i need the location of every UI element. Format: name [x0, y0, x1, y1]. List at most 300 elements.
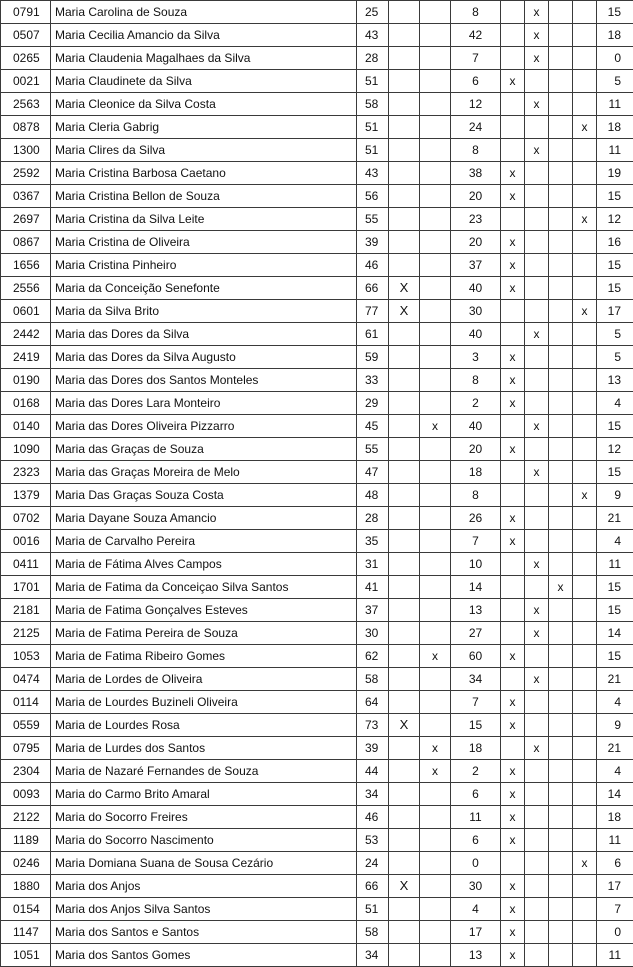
total-cell: 0 [597, 921, 633, 944]
mark-cell-3 [501, 300, 525, 323]
mark-cell-6: x [573, 208, 597, 231]
mark-cell-3 [501, 47, 525, 70]
total-cell: 4 [597, 530, 633, 553]
mark-cell-3 [501, 484, 525, 507]
mark-cell-2 [420, 530, 451, 553]
mark-cell-2 [420, 553, 451, 576]
age-cell: 39 [357, 231, 389, 254]
table-row [1, 231, 633, 254]
mark-cell-4: x [525, 599, 549, 622]
table-row [1, 484, 633, 507]
age-cell: 64 [357, 691, 389, 714]
total-cell: 15 [597, 254, 633, 277]
mark-cell-5 [549, 438, 573, 461]
age-cell: 58 [357, 93, 389, 116]
age-cell: 51 [357, 139, 389, 162]
number-cell: 20 [451, 231, 501, 254]
mark-cell-3 [501, 737, 525, 760]
mark-cell-2 [420, 346, 451, 369]
number-cell: 13 [451, 944, 501, 967]
total-cell: 14 [597, 783, 633, 806]
mark-cell-6 [573, 415, 597, 438]
mark-cell-4 [525, 898, 549, 921]
mark-cell-2 [420, 783, 451, 806]
mark-cell-5 [549, 139, 573, 162]
number-cell: 40 [451, 323, 501, 346]
mark-cell-5 [549, 93, 573, 116]
name-cell: Maria de Fátima Alves Campos [51, 553, 357, 576]
total-cell: 5 [597, 323, 633, 346]
code-cell: 0601 [1, 300, 51, 323]
mark-cell-6 [573, 1, 597, 24]
number-cell: 37 [451, 254, 501, 277]
name-cell: Maria de Fatima Pereira de Souza [51, 622, 357, 645]
mark-cell-4 [525, 944, 549, 967]
mark-cell-5 [549, 346, 573, 369]
mark-cell-6 [573, 783, 597, 806]
mark-cell-2 [420, 208, 451, 231]
number-cell: 30 [451, 300, 501, 323]
mark-cell-3 [501, 208, 525, 231]
mark-cell-3 [501, 852, 525, 875]
mark-cell-4: x [525, 323, 549, 346]
total-cell: 15 [597, 185, 633, 208]
code-cell: 2592 [1, 162, 51, 185]
mark-cell-6 [573, 760, 597, 783]
total-cell: 4 [597, 392, 633, 415]
mark-cell-3: x [501, 691, 525, 714]
mark-cell-3 [501, 622, 525, 645]
mark-cell-3 [501, 668, 525, 691]
mark-cell-4 [525, 438, 549, 461]
total-cell: 12 [597, 438, 633, 461]
mark-cell-2 [420, 622, 451, 645]
mark-cell-4 [525, 254, 549, 277]
age-cell: 66 [357, 277, 389, 300]
number-cell: 23 [451, 208, 501, 231]
mark-cell-6: x [573, 116, 597, 139]
total-cell: 19 [597, 162, 633, 185]
mark-cell-2 [420, 162, 451, 185]
mark-cell-5 [549, 415, 573, 438]
age-cell: 28 [357, 507, 389, 530]
mark-cell-5 [549, 622, 573, 645]
mark-cell-5: x [549, 576, 573, 599]
mark-cell-2 [420, 668, 451, 691]
mark-cell-3 [501, 553, 525, 576]
mark-cell-6 [573, 714, 597, 737]
table-row [1, 415, 633, 438]
mark-cell-2 [420, 277, 451, 300]
mark-cell-6 [573, 277, 597, 300]
mark-cell-6 [573, 829, 597, 852]
code-cell: 0246 [1, 852, 51, 875]
age-cell: 47 [357, 461, 389, 484]
mark-cell-2 [420, 70, 451, 93]
number-cell: 7 [451, 691, 501, 714]
total-cell: 12 [597, 208, 633, 231]
code-cell: 2125 [1, 622, 51, 645]
mark-cell-6 [573, 231, 597, 254]
mark-cell-1 [389, 346, 420, 369]
mark-cell-6 [573, 438, 597, 461]
name-cell: Maria Cleonice da Silva Costa [51, 93, 357, 116]
table-row [1, 323, 633, 346]
mark-cell-2 [420, 438, 451, 461]
mark-cell-3: x [501, 875, 525, 898]
mark-cell-6: x [573, 484, 597, 507]
name-cell: Maria das Dores da Silva Augusto [51, 346, 357, 369]
name-cell: Maria Das Graças Souza Costa [51, 484, 357, 507]
mark-cell-2 [420, 599, 451, 622]
mark-cell-4: x [525, 553, 549, 576]
total-cell: 5 [597, 346, 633, 369]
mark-cell-3: x [501, 346, 525, 369]
age-cell: 66 [357, 875, 389, 898]
total-cell: 15 [597, 599, 633, 622]
mark-cell-1 [389, 116, 420, 139]
mark-cell-3: x [501, 783, 525, 806]
mark-cell-5 [549, 599, 573, 622]
mark-cell-1 [389, 691, 420, 714]
number-cell: 10 [451, 553, 501, 576]
mark-cell-1 [389, 438, 420, 461]
mark-cell-3: x [501, 392, 525, 415]
table-row [1, 116, 633, 139]
age-cell: 51 [357, 70, 389, 93]
mark-cell-5 [549, 760, 573, 783]
table-row [1, 47, 633, 70]
mark-cell-6 [573, 346, 597, 369]
mark-cell-4 [525, 208, 549, 231]
age-cell: 58 [357, 921, 389, 944]
number-cell: 13 [451, 599, 501, 622]
name-cell: Maria de Fatima da Conceiçao Silva Santos [51, 576, 357, 599]
mark-cell-3 [501, 599, 525, 622]
mark-cell-6 [573, 944, 597, 967]
mark-cell-1 [389, 392, 420, 415]
age-cell: 43 [357, 162, 389, 185]
name-cell: Maria do Carmo Brito Amaral [51, 783, 357, 806]
table-row [1, 70, 633, 93]
mark-cell-1 [389, 852, 420, 875]
mark-cell-5 [549, 24, 573, 47]
code-cell: 0114 [1, 691, 51, 714]
age-cell: 30 [357, 622, 389, 645]
mark-cell-5 [549, 507, 573, 530]
number-cell: 11 [451, 806, 501, 829]
mark-cell-1 [389, 70, 420, 93]
name-cell: Maria Cristina Bellon de Souza [51, 185, 357, 208]
name-cell: Maria de Fatima Gonçalves Esteves [51, 599, 357, 622]
age-cell: 41 [357, 576, 389, 599]
mark-cell-3 [501, 415, 525, 438]
number-cell: 8 [451, 1, 501, 24]
name-cell: Maria das Dores da Silva [51, 323, 357, 346]
mark-cell-2 [420, 921, 451, 944]
code-cell: 0867 [1, 231, 51, 254]
mark-cell-6 [573, 47, 597, 70]
mark-cell-3: x [501, 70, 525, 93]
mark-cell-2 [420, 185, 451, 208]
total-cell: 21 [597, 507, 633, 530]
mark-cell-3: x [501, 714, 525, 737]
table-row [1, 162, 633, 185]
mark-cell-6 [573, 530, 597, 553]
mark-cell-5 [549, 300, 573, 323]
mark-cell-3: x [501, 277, 525, 300]
mark-cell-5 [549, 829, 573, 852]
mark-cell-5 [549, 162, 573, 185]
code-cell: 0154 [1, 898, 51, 921]
mark-cell-5 [549, 323, 573, 346]
age-cell: 34 [357, 783, 389, 806]
mark-cell-2 [420, 139, 451, 162]
mark-cell-4 [525, 300, 549, 323]
total-cell: 0 [597, 47, 633, 70]
mark-cell-2 [420, 1, 451, 24]
mark-cell-6 [573, 461, 597, 484]
mark-cell-2 [420, 691, 451, 714]
total-cell: 15 [597, 415, 633, 438]
mark-cell-1 [389, 737, 420, 760]
number-cell: 27 [451, 622, 501, 645]
mark-cell-1 [389, 622, 420, 645]
mark-cell-1 [389, 93, 420, 116]
mark-cell-2: x [420, 645, 451, 668]
table-row [1, 300, 633, 323]
number-cell: 8 [451, 369, 501, 392]
total-cell: 17 [597, 300, 633, 323]
mark-cell-1 [389, 921, 420, 944]
total-cell: 4 [597, 760, 633, 783]
name-cell: Maria dos Anjos Silva Santos [51, 898, 357, 921]
mark-cell-1 [389, 645, 420, 668]
mark-cell-1 [389, 139, 420, 162]
code-cell: 2181 [1, 599, 51, 622]
code-cell: 2697 [1, 208, 51, 231]
mark-cell-2 [420, 714, 451, 737]
age-cell: 51 [357, 898, 389, 921]
code-cell: 1090 [1, 438, 51, 461]
mark-cell-3: x [501, 645, 525, 668]
mark-cell-4 [525, 691, 549, 714]
table-row [1, 921, 633, 944]
age-cell: 39 [357, 737, 389, 760]
table-row [1, 599, 633, 622]
number-cell: 20 [451, 185, 501, 208]
age-cell: 31 [357, 553, 389, 576]
total-cell: 18 [597, 116, 633, 139]
name-cell: Maria do Socorro Freires [51, 806, 357, 829]
name-cell: Maria Cristina de Oliveira [51, 231, 357, 254]
code-cell: 0093 [1, 783, 51, 806]
code-cell: 0559 [1, 714, 51, 737]
age-cell: 45 [357, 415, 389, 438]
table-row [1, 576, 633, 599]
name-cell: Maria Claudinete da Silva [51, 70, 357, 93]
mark-cell-4 [525, 369, 549, 392]
mark-cell-2 [420, 93, 451, 116]
mark-cell-5 [549, 737, 573, 760]
mark-cell-5 [549, 530, 573, 553]
mark-cell-4 [525, 70, 549, 93]
mark-cell-1 [389, 323, 420, 346]
code-cell: 0474 [1, 668, 51, 691]
code-cell: 0190 [1, 369, 51, 392]
table-row [1, 254, 633, 277]
age-cell: 43 [357, 24, 389, 47]
mark-cell-6: x [573, 300, 597, 323]
mark-cell-6 [573, 737, 597, 760]
name-cell: Maria das Dores Oliveira Pizzarro [51, 415, 357, 438]
number-cell: 8 [451, 484, 501, 507]
name-cell: Maria de Lourdes Rosa [51, 714, 357, 737]
mark-cell-4: x [525, 415, 549, 438]
name-cell: Maria das Dores dos Santos Monteles [51, 369, 357, 392]
code-cell: 0795 [1, 737, 51, 760]
number-cell: 0 [451, 852, 501, 875]
code-cell: 0507 [1, 24, 51, 47]
mark-cell-2 [420, 24, 451, 47]
mark-cell-6 [573, 392, 597, 415]
mark-cell-6 [573, 369, 597, 392]
mark-cell-2 [420, 461, 451, 484]
mark-cell-6 [573, 93, 597, 116]
mark-cell-6 [573, 507, 597, 530]
number-cell: 8 [451, 139, 501, 162]
mark-cell-2 [420, 300, 451, 323]
name-cell: Maria das Graças Moreira de Melo [51, 461, 357, 484]
number-cell: 38 [451, 162, 501, 185]
table-row [1, 875, 633, 898]
table-row [1, 553, 633, 576]
table-row [1, 277, 633, 300]
age-cell: 46 [357, 254, 389, 277]
name-cell: Maria do Socorro Nascimento [51, 829, 357, 852]
table-row [1, 530, 633, 553]
mark-cell-3 [501, 116, 525, 139]
total-cell: 9 [597, 714, 633, 737]
name-cell: Maria da Silva Brito [51, 300, 357, 323]
mark-cell-5 [549, 116, 573, 139]
total-cell: 13 [597, 369, 633, 392]
mark-cell-2 [420, 507, 451, 530]
mark-cell-1 [389, 553, 420, 576]
mark-cell-5 [549, 714, 573, 737]
total-cell: 17 [597, 875, 633, 898]
name-cell: Maria de Lurdes dos Santos [51, 737, 357, 760]
name-cell: Maria Domiana Suana de Sousa Cezário [51, 852, 357, 875]
mark-cell-4 [525, 392, 549, 415]
mark-cell-4 [525, 852, 549, 875]
name-cell: Maria de Fatima Ribeiro Gomes [51, 645, 357, 668]
mark-cell-4 [525, 760, 549, 783]
mark-cell-2 [420, 369, 451, 392]
code-cell: 2442 [1, 323, 51, 346]
name-cell: Maria da Conceição Senefonte [51, 277, 357, 300]
number-cell: 15 [451, 714, 501, 737]
total-cell: 18 [597, 806, 633, 829]
table-row [1, 208, 633, 231]
table-row [1, 461, 633, 484]
mark-cell-5 [549, 185, 573, 208]
number-cell: 7 [451, 47, 501, 70]
mark-cell-5 [549, 691, 573, 714]
mark-cell-5 [549, 47, 573, 70]
mark-cell-3: x [501, 162, 525, 185]
code-cell: 1189 [1, 829, 51, 852]
mark-cell-1 [389, 231, 420, 254]
name-cell: Maria Cleria Gabrig [51, 116, 357, 139]
mark-cell-5 [549, 852, 573, 875]
mark-cell-1 [389, 254, 420, 277]
mark-cell-3: x [501, 921, 525, 944]
mark-cell-2 [420, 944, 451, 967]
age-cell: 46 [357, 806, 389, 829]
mark-cell-3: x [501, 806, 525, 829]
mark-cell-1 [389, 415, 420, 438]
mark-cell-4 [525, 783, 549, 806]
mark-cell-4 [525, 645, 549, 668]
mark-cell-6 [573, 70, 597, 93]
name-cell: Maria Cristina Pinheiro [51, 254, 357, 277]
table-row [1, 829, 633, 852]
mark-cell-4 [525, 346, 549, 369]
mark-cell-3: x [501, 944, 525, 967]
mark-cell-3: x [501, 507, 525, 530]
mark-cell-5 [549, 254, 573, 277]
age-cell: 29 [357, 392, 389, 415]
name-cell: Maria dos Anjos [51, 875, 357, 898]
table-row [1, 714, 633, 737]
mark-cell-4 [525, 530, 549, 553]
mark-cell-4: x [525, 24, 549, 47]
code-cell: 0367 [1, 185, 51, 208]
mark-cell-1: X [389, 300, 420, 323]
age-cell: 51 [357, 116, 389, 139]
mark-cell-1 [389, 668, 420, 691]
mark-cell-6 [573, 323, 597, 346]
mark-cell-6 [573, 645, 597, 668]
total-cell: 15 [597, 576, 633, 599]
mark-cell-3 [501, 576, 525, 599]
code-cell: 0411 [1, 553, 51, 576]
total-cell: 9 [597, 484, 633, 507]
table-row [1, 852, 633, 875]
mark-cell-6 [573, 668, 597, 691]
mark-cell-6 [573, 139, 597, 162]
total-cell: 18 [597, 24, 633, 47]
name-cell: Maria Claudenia Magalhaes da Silva [51, 47, 357, 70]
mark-cell-5 [549, 231, 573, 254]
age-cell: 73 [357, 714, 389, 737]
code-cell: 1379 [1, 484, 51, 507]
mark-cell-2: x [420, 737, 451, 760]
mark-cell-1 [389, 576, 420, 599]
mark-cell-3: x [501, 898, 525, 921]
name-cell: Maria de Lordes de Oliveira [51, 668, 357, 691]
code-cell: 0016 [1, 530, 51, 553]
table-row [1, 346, 633, 369]
total-cell: 15 [597, 1, 633, 24]
mark-cell-2 [420, 484, 451, 507]
mark-cell-5 [549, 875, 573, 898]
mark-cell-4 [525, 116, 549, 139]
mark-cell-4: x [525, 622, 549, 645]
age-cell: 25 [357, 1, 389, 24]
mark-cell-1 [389, 208, 420, 231]
